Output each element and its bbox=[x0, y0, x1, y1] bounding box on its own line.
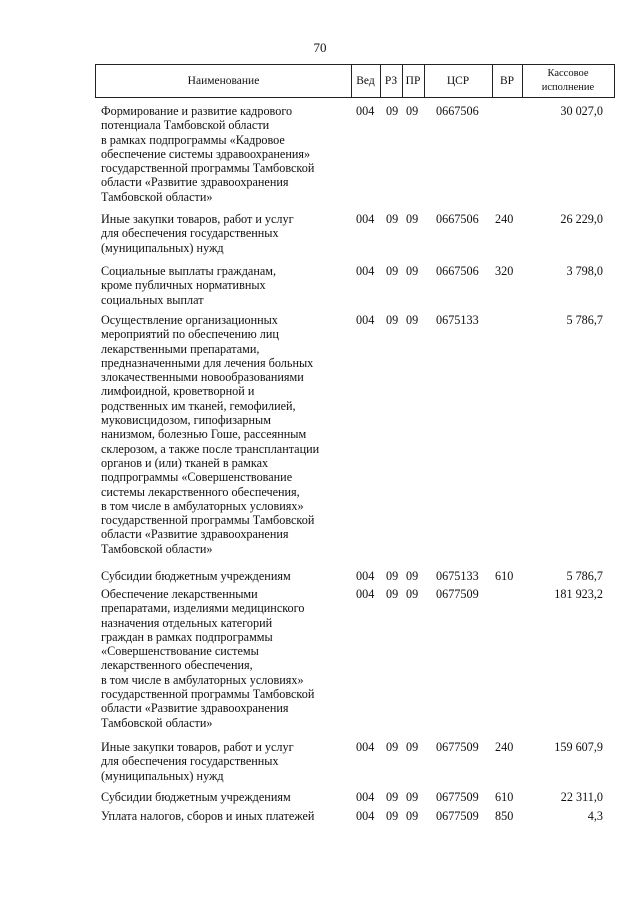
header-csr: ЦСР bbox=[424, 65, 493, 97]
page-number: 70 bbox=[313, 40, 327, 55]
row-name: Социальные выплаты гражданам, кроме публичных нормативных социальных выплат bbox=[101, 264, 277, 307]
row-name: Осуществление организационных мероприятий по обеспечению лиц лекарственными препаратами, предназначенными для лечения больных злокачественными новообразованиями лимфоидной, кроветворной и родственных им тканей, гемофилией, муковисцидозом, гипофизарным нанизмом, болезнью Гоше, рассеянным склерозом, а также после трансплантации органов и (или) тканей в рамках подпрограммы «Совершенствование системы лекарственного обеспечения, в том числе в амбулаторных условиях» государственной программы Тамбовской области «Развитие здравоохранения Тамбовской области» bbox=[101, 313, 320, 556]
row-pr: 09 bbox=[406, 809, 419, 823]
row-vr: 850 bbox=[495, 809, 514, 823]
row-rz: 09 bbox=[386, 264, 399, 278]
row-rz: 09 bbox=[386, 104, 399, 118]
header-rz: РЗ bbox=[380, 65, 403, 97]
row-ved: 004 bbox=[356, 790, 375, 804]
row-vr: 320 bbox=[495, 264, 514, 278]
row-amount: 5 786,7 bbox=[566, 313, 603, 327]
row-pr: 09 bbox=[406, 104, 419, 118]
row-name: Уплата налогов, сборов и иных платежей bbox=[101, 809, 315, 823]
row-amount: 22 311,0 bbox=[560, 790, 603, 804]
table-header bbox=[95, 64, 615, 98]
header-name: Наименование bbox=[96, 65, 352, 97]
row-csr: 0667506 bbox=[436, 104, 479, 118]
row-ved: 004 bbox=[356, 313, 375, 327]
row-vr: 240 bbox=[495, 740, 514, 754]
row-csr: 0677509 bbox=[436, 587, 479, 601]
row-name: Иные закупки товаров, работ и услуг для обеспечения государственных (муниципальных) нужд bbox=[101, 740, 294, 783]
row-csr: 0667506 bbox=[436, 264, 479, 278]
row-csr: 0677509 bbox=[436, 809, 479, 823]
row-rz: 09 bbox=[386, 740, 399, 754]
row-name: Субсидии бюджетным учреждениям bbox=[101, 790, 291, 804]
row-pr: 09 bbox=[406, 264, 419, 278]
row-csr: 0677509 bbox=[436, 790, 479, 804]
header-ved: Вед bbox=[351, 65, 381, 97]
row-rz: 09 bbox=[386, 809, 399, 823]
header-vr: ВР bbox=[492, 65, 523, 97]
row-name: Иные закупки товаров, работ и услуг для обеспечения государственных (муниципальных) нужд bbox=[101, 212, 294, 255]
row-pr: 09 bbox=[406, 569, 419, 583]
row-ved: 004 bbox=[356, 587, 375, 601]
row-pr: 09 bbox=[406, 313, 419, 327]
header-kassa: Кассовое исполнение bbox=[541, 68, 595, 93]
row-rz: 09 bbox=[386, 212, 399, 226]
row-vr: 240 bbox=[495, 212, 514, 226]
row-pr: 09 bbox=[406, 212, 419, 226]
row-name: Субсидии бюджетным учреждениям bbox=[101, 569, 291, 583]
row-vr: 610 bbox=[495, 569, 514, 583]
row-name: Формирование и развитие кадрового потенциала Тамбовской области в рамках подпрограммы «Кадровое обеспечение системы здравоохранения» государственной программы Тамбовской области «Развитие здравоохранения Тамбовской области» bbox=[101, 104, 315, 204]
row-pr: 09 bbox=[406, 740, 419, 754]
row-ved: 004 bbox=[356, 264, 375, 278]
row-ved: 004 bbox=[356, 569, 375, 583]
row-amount: 5 786,7 bbox=[566, 569, 603, 583]
row-ved: 004 bbox=[356, 809, 375, 823]
row-amount: 30 027,0 bbox=[560, 104, 603, 118]
row-csr: 0667506 bbox=[436, 212, 479, 226]
row-amount: 159 607,9 bbox=[554, 740, 603, 754]
row-rz: 09 bbox=[386, 790, 399, 804]
row-csr: 0677509 bbox=[436, 740, 479, 754]
row-name: Обеспечение лекарственными препаратами, изделиями медицинского назначения отдельных категорий граждан в рамках подпрограммы «Совершенствование системы лекарственного обеспечения, в том числе в амбулаторных условиях» государственной программы Тамбовской области «Развитие здравоохранения Тамбовской области» bbox=[101, 587, 315, 730]
row-csr: 0675133 bbox=[436, 569, 479, 583]
row-rz: 09 bbox=[386, 313, 399, 327]
row-rz: 09 bbox=[386, 569, 399, 583]
row-vr: 610 bbox=[495, 790, 514, 804]
row-amount: 26 229,0 bbox=[560, 212, 603, 226]
row-amount: 181 923,2 bbox=[554, 587, 603, 601]
row-ved: 004 bbox=[356, 212, 375, 226]
header-pr: ПР bbox=[402, 65, 425, 97]
row-csr: 0675133 bbox=[436, 313, 479, 327]
row-ved: 004 bbox=[356, 104, 375, 118]
row-pr: 09 bbox=[406, 587, 419, 601]
row-amount: 3 798,0 bbox=[566, 264, 603, 278]
row-amount: 4,3 bbox=[587, 809, 603, 823]
row-ved: 004 bbox=[356, 740, 375, 754]
row-pr: 09 bbox=[406, 790, 419, 804]
row-rz: 09 bbox=[386, 587, 399, 601]
